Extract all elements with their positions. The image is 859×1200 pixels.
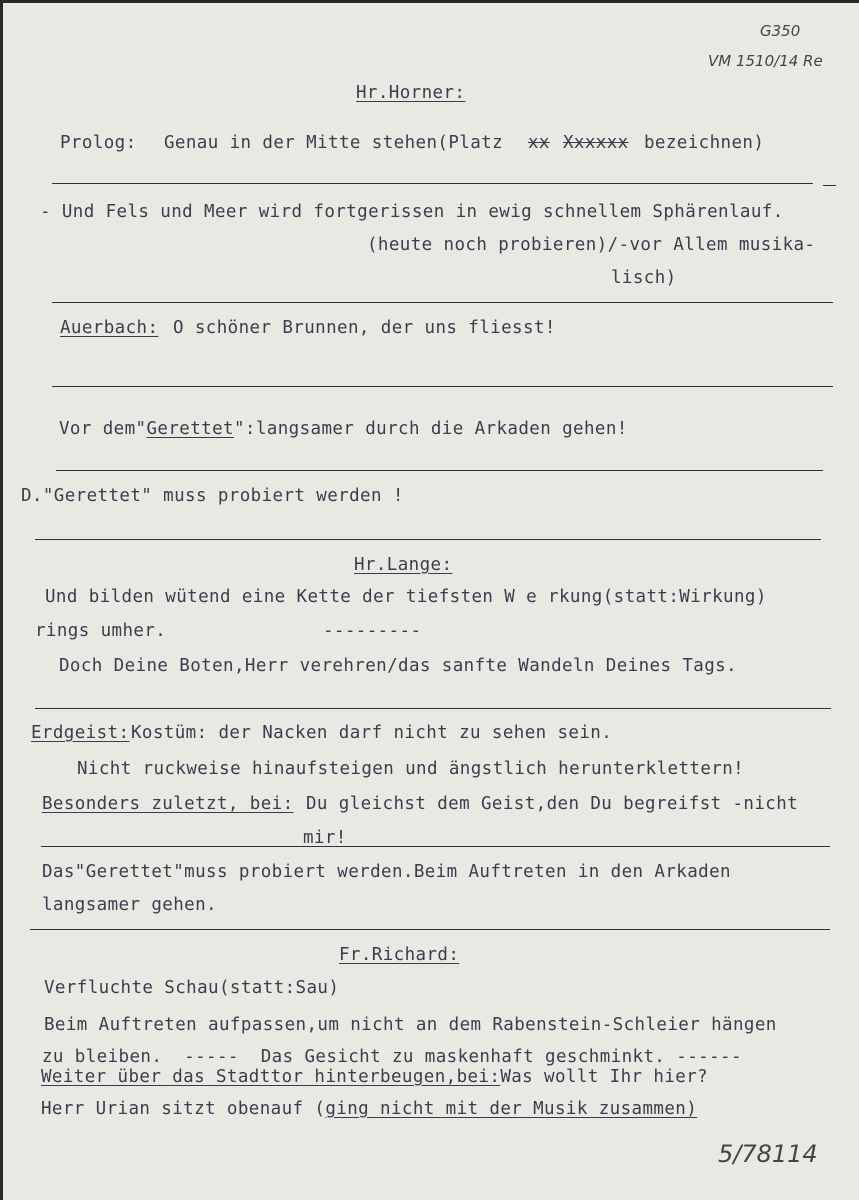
rule: [52, 302, 833, 303]
rule: [35, 708, 831, 709]
archive-code-1: G350: [760, 22, 801, 40]
vor-dem-text: [59, 419, 628, 439]
prolog-label: Prolog:: [60, 133, 137, 153]
richard-line-5: [41, 1099, 697, 1119]
line-lisch: lisch): [611, 268, 677, 288]
erdgeist-line-3-label: Besonders zuletzt, bei:: [42, 794, 294, 814]
gerettet-word: Gerettet: [146, 419, 234, 439]
erdgeist-label: Erdgeist:: [31, 723, 130, 743]
heading-richard: Fr.Richard:: [339, 945, 460, 965]
richard-line-4-text: Was wollt Ihr hier?: [500, 1067, 709, 1087]
lange-dashes: ---------: [323, 621, 422, 641]
lange-line-3: Doch Deine Boten,Herr verehren/das sanfte Wandeln Deines Tags.: [59, 656, 738, 676]
auerbach-text: O schöner Brunnen, der uns fliesst!: [173, 318, 556, 338]
richard-line-1: Verfluchte Schau(statt:Sau): [44, 978, 340, 998]
struck-word-2: Xxxxxx: [563, 133, 629, 153]
richard-line-2: Beim Auftreten aufpassen,um nicht an dem Rabenstein-Schleier hängen: [44, 1015, 777, 1035]
scan-edge-left: [0, 0, 3, 1200]
erdgeist-line-6: langsamer gehen.: [42, 895, 217, 915]
vor-dem-lead: Vor dem": [59, 419, 147, 439]
gerettet-probe: D."Gerettet" muss probiert werden !: [21, 486, 404, 506]
rule: [52, 183, 813, 184]
rule: [56, 470, 823, 471]
rule: [52, 386, 833, 387]
richard-line-4-label: Weiter über das Stadttor hinterbeugen,bei:: [41, 1067, 501, 1087]
lange-line-1: Und bilden wütend eine Kette der tiefsten W e rkung(statt:Wirkung): [45, 587, 767, 607]
rule: [30, 929, 830, 930]
struck-word-1: xx: [528, 133, 550, 153]
erdgeist-line-5: Das"Gerettet"muss probiert werden.Beim Auftreten in den Arkaden: [42, 862, 731, 882]
auerbach-label: Auerbach:: [60, 318, 159, 338]
prolog-end: bezeichnen): [644, 133, 765, 153]
richard-line-3: zu bleiben. ----- Das Gesicht zu maskenhaft geschminkt. ------: [42, 1047, 742, 1067]
erdgeist-line-3-text: Du gleichst dem Geist,den Du begreifst -nicht: [306, 794, 799, 814]
heading-horner: Hr.Horner:: [356, 83, 466, 103]
heading-lange: Hr.Lange:: [354, 555, 453, 575]
rule: [823, 185, 836, 186]
vor-dem-rest: ":langsamer durch die Arkaden gehen!: [234, 419, 628, 439]
line-probieren: (heute noch probieren)/-vor Allem musika-: [367, 235, 816, 255]
rule: [41, 846, 830, 847]
erdgeist-line-4: mir!: [303, 828, 347, 848]
richard-line-5-underlined: ging nicht mit der Musik zusammen): [325, 1099, 698, 1119]
line-fels: - Und Fels und Meer wird fortgerissen in ewig schnellem Sphärenlauf.: [40, 202, 784, 222]
erdgeist-line-1: Kostüm: der Nacken darf nicht zu sehen sein.: [131, 723, 613, 743]
archive-code-2: VM 1510/14 Re: [708, 52, 823, 70]
page-number: 5/78114: [718, 1140, 818, 1168]
erdgeist-line-2: Nicht ruckweise hinaufsteigen und ängstlich herunterklettern!: [77, 759, 745, 779]
prolog-text: Genau in der Mitte stehen(Platz: [164, 133, 504, 153]
richard-line-4: [41, 1067, 708, 1087]
richard-line-5-plain: Herr Urian sitzt obenauf (: [41, 1099, 326, 1119]
scan-edge-top: [0, 0, 859, 3]
rule: [35, 539, 821, 540]
lange-line-2: rings umher.: [35, 621, 167, 641]
